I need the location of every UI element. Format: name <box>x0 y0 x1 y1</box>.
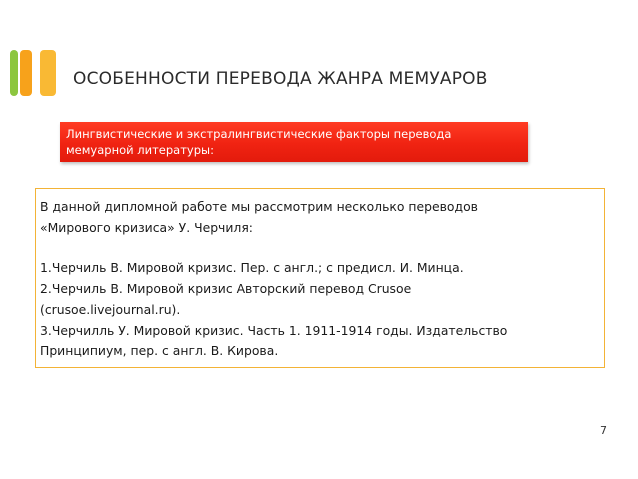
decorative-bar-yellow <box>40 50 56 96</box>
intro-line-2: «Мирового кризиса» У. Черчиля: <box>40 219 253 235</box>
decorative-bar-orange <box>20 50 32 96</box>
paragraph-gap <box>40 238 604 258</box>
list-item: Принципиум, пер. с англ. В. Кирова. <box>40 343 279 359</box>
slide-title: ОСОБЕННОСТИ ПЕРЕВОДА ЖАНРА МЕМУАРОВ <box>73 69 488 89</box>
subtitle-banner <box>60 122 528 162</box>
page-number: 7 <box>600 424 607 437</box>
list-item: (crusoe.livejournal.ru). <box>40 301 181 317</box>
content-box <box>35 188 605 368</box>
decorative-bar-green <box>10 50 18 96</box>
list-item: 1.Черчиль В. Мировой кризис. Пер. с англ.; с предисл. И. Минца. <box>40 260 464 276</box>
list-item: 2.Черчиль В. Мировой кризис Авторский перевод Crusoe <box>40 281 412 297</box>
list-item: 3.Черчилль У. Мировой кризис. Часть 1. 1911-1914 годы. Издательство <box>40 322 508 338</box>
intro-line-1: В данной дипломной работе мы рассмотрим несколько переводов <box>40 199 478 214</box>
banner-line-1: Лингвистические и экстралингвистические факторы перевода <box>66 127 452 141</box>
banner-line-2: мемуарной литературы: <box>66 143 214 157</box>
